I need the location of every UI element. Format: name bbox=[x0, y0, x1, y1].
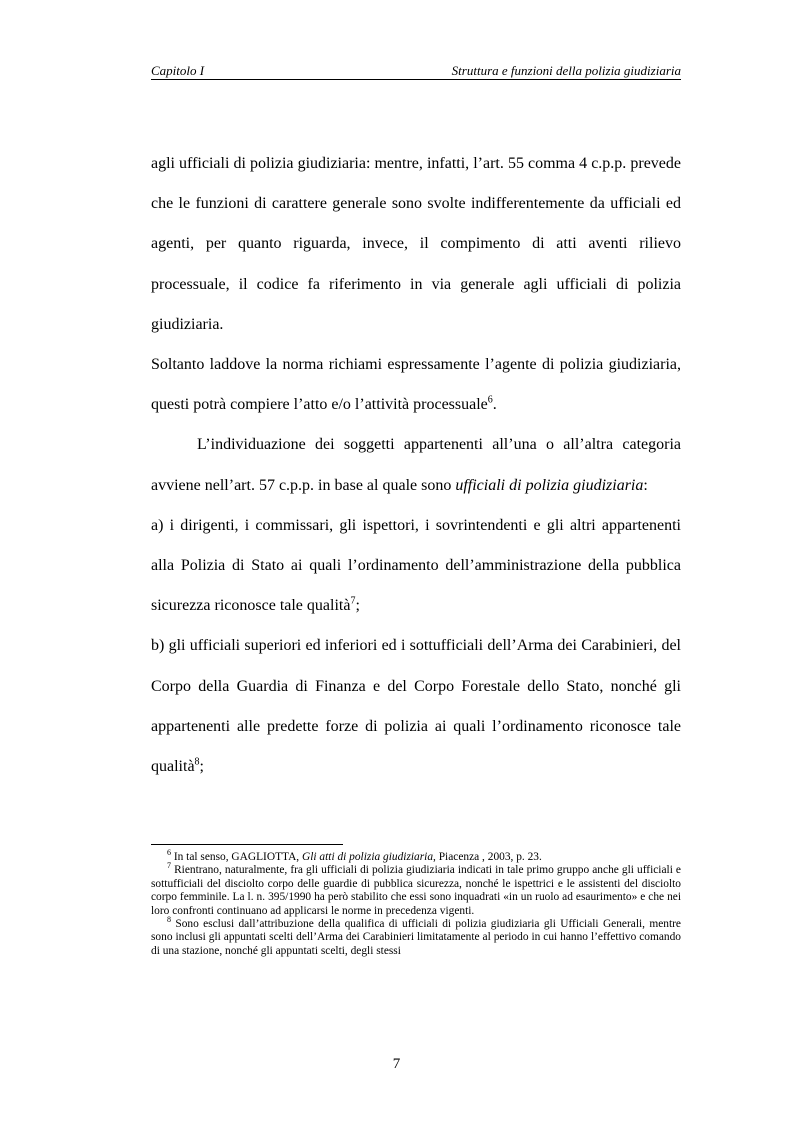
footnote-6-text-b: , Piacenza , 2003, p. 23. bbox=[433, 851, 542, 863]
page-number: 7 bbox=[392, 1056, 401, 1072]
footnote-6-number: 6 bbox=[167, 848, 171, 858]
footnote-7-number: 7 bbox=[167, 861, 171, 871]
footnote-ref-6[interactable]: 6 bbox=[487, 394, 493, 406]
footnote-7 bbox=[151, 861, 681, 918]
running-header bbox=[151, 63, 681, 80]
footnote-6-italic: Gli atti di polizia giudiziaria bbox=[302, 851, 434, 863]
footnote-7-text: Rientrano, naturalmente, fra gli ufficiali di polizia giudiziaria indicati in tale primo gruppo anche gli ufficiali e sottufficiali del disciolto corpo delle guardie di pubblica sicurezza, nonché le ispettrici e le assistenti del disciolto corpo femminile. La l. n. 395/1990 ha però stabilito che essi sono inquadrati «in un ruolo ad esaurimento» e che nei loro confronti continuano ad applicarsi le norme in precedenza vigenti. bbox=[151, 864, 681, 917]
list-item-a-text: a) i dirigenti, i commissari, gli ispettori, i sovrintendenti e gli altri appartenenti alla Polizia di Stato ai quali l’ordinamento dell’amministrazione della pubblica sicurezza riconosce tale qualità bbox=[151, 516, 681, 615]
list-item-b bbox=[151, 626, 681, 787]
paragraph-2-end: . bbox=[492, 396, 497, 414]
paragraph-3-text: L’individuazione dei soggetti appartenenti all’una o all’altra categoria avviene nell’art. 57 c.p.p. in base al quale sono bbox=[151, 436, 681, 494]
paragraph-2 bbox=[151, 345, 681, 425]
paragraph-3-italic: ufficiali di polizia giudiziaria bbox=[455, 476, 644, 494]
paragraph-1 bbox=[151, 144, 681, 345]
list-item-a bbox=[151, 506, 681, 627]
list-item-b-end: ; bbox=[199, 758, 204, 776]
footnotes bbox=[151, 848, 681, 958]
header-title: Struttura e funzioni della polizia giudiziaria bbox=[451, 63, 681, 78]
footnote-8 bbox=[151, 915, 681, 958]
paragraph-3 bbox=[151, 425, 681, 505]
list-item-b-text: b) gli ufficiali superiori ed inferiori ed i sottufficiali dell’Arma dei Carabinieri, del Corpo della Guardia di Finanza e del Corpo Forestale dello Stato, nonché gli appartenenti alle predette forze di polizia ai quali l’ordinamento riconosce tale qualità bbox=[151, 637, 681, 776]
paragraph-3-end: : bbox=[643, 476, 648, 494]
main-text bbox=[151, 144, 681, 787]
footnote-separator bbox=[151, 844, 343, 845]
footnote-8-text: Sono esclusi dall’attribuzione della qualifica di ufficiali di polizia giudiziaria gli Ufficiali Generali, mentre sono inclusi gli appuntati scelti dell’Arma dei Carabinieri limitatamente al periodo in cui hanno l’effettivo comando di una stazione, nonché gli appuntati scelti, degli stessi bbox=[151, 918, 681, 957]
footnote-ref-7[interactable]: 7 bbox=[350, 595, 356, 607]
list-item-a-end: ; bbox=[355, 597, 360, 615]
footnote-6 bbox=[151, 848, 681, 864]
paragraph-2-text: Soltanto laddove la norma richiami espressamente l’agente di polizia giudiziaria, questi potrà compiere l’atto e/o l’attività processuale bbox=[151, 356, 681, 414]
paragraph-1-text: agli ufficiali di polizia giudiziaria: mentre, infatti, l’art. 55 comma 4 c.p.p. prevede che le funzioni di carattere generale sono svolte indifferentemente da ufficiali ed agenti, per quanto riguarda, invece, il compimento di atti aventi rilievo processuale, il codice fa riferimento in via generale agli ufficiali di polizia giudiziaria. bbox=[151, 155, 681, 333]
header-chapter: Capitolo I bbox=[151, 63, 205, 78]
footnote-ref-8[interactable]: 8 bbox=[194, 756, 200, 768]
footnote-6-text-a: In tal senso, GAGLIOTTA, bbox=[171, 851, 303, 863]
footnote-8-number: 8 bbox=[167, 915, 171, 925]
